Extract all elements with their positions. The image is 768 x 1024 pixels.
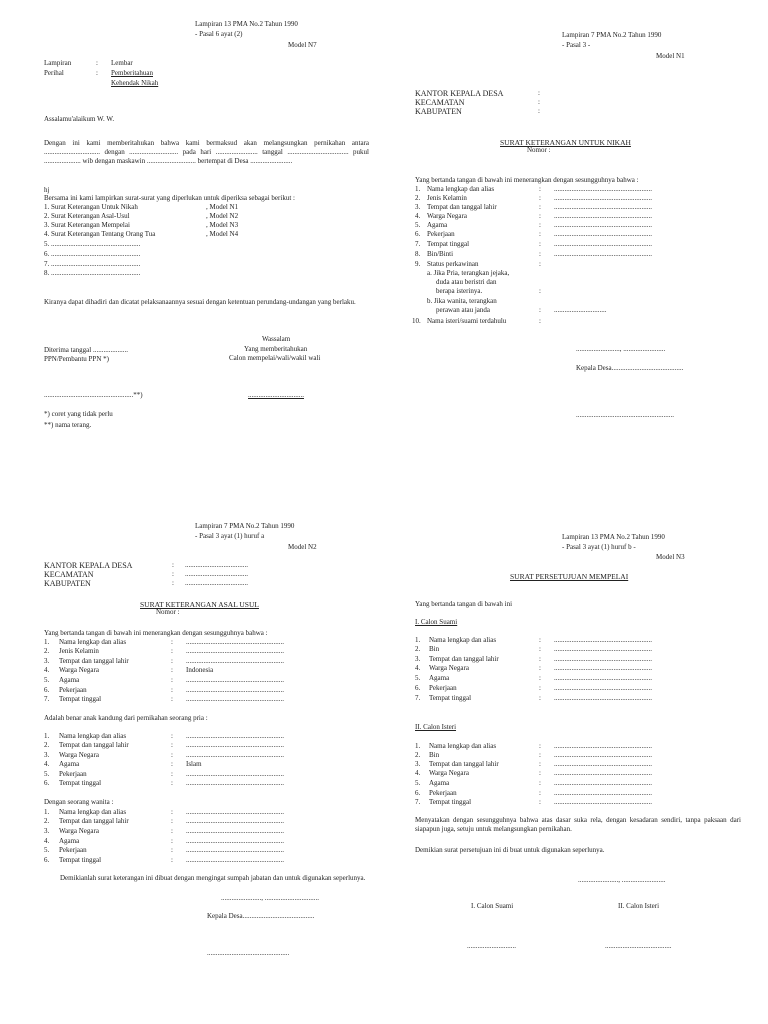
form-model-n2: [0, 512, 384, 1024]
field-value: Islam: [186, 760, 202, 768]
field-value: ........................................................: [186, 770, 284, 778]
item-model: , Model N1: [206, 203, 239, 211]
diterima-tanggal: Diterima tanggal ....................: [44, 346, 128, 354]
field-value: ........................................................: [554, 684, 652, 692]
field-value: ........................................................: [186, 817, 284, 825]
footnote-2: **) nama terang.: [44, 421, 92, 429]
yang-memberitahukan: Yang memberitahukan: [244, 345, 308, 353]
field-sep: :: [539, 789, 541, 797]
field-sep: :: [171, 638, 173, 646]
field-number: 4.: [44, 666, 50, 674]
status-b-value: ..............................: [554, 306, 607, 314]
signature-isteri-line: ......................................: [605, 942, 672, 950]
header-model: Model N1: [656, 52, 685, 60]
field-label: Tempat tinggal: [59, 779, 102, 787]
field-value: ........................................................: [554, 798, 652, 806]
item-label: 6. ...................................................: [44, 250, 141, 258]
closing: Demikian surat persetujuan ini di buat untuk digunakan seperlunya.: [415, 846, 605, 854]
kantor-desa: KANTOR KEPALA DESA: [415, 89, 504, 98]
field-value: ........................................................: [554, 655, 652, 663]
perihal-value-2: Kehendak Nikah: [111, 79, 159, 87]
kecamatan-value: ....................................: [185, 570, 248, 578]
ppn-label: PPN/Pembantu PPN *): [44, 355, 109, 363]
field-sep: :: [171, 647, 173, 655]
lampiran-sep: :: [96, 59, 98, 67]
field-number: 4.: [415, 769, 421, 777]
statement-paragraph: Menyatakan dengan sesungguhnya bahwa atas dasar suka rela, dengan kesadaran sendiri, tanpa paksaan dari siapapun juga, setuju untuk melangsungkan pernikahan.: [415, 816, 741, 833]
calon-suami-heading: I. Calon Suami: [415, 618, 458, 626]
kabupaten-sep: :: [172, 579, 174, 587]
field-sep: :: [171, 751, 173, 759]
field-sep: :: [539, 742, 541, 750]
field-sep: :: [539, 212, 541, 220]
field-number: 3.: [44, 751, 50, 759]
kantor-sep: :: [538, 89, 540, 97]
kabupaten-value: ....................................: [185, 579, 248, 587]
item-model: , Model N2: [206, 212, 239, 220]
wassalam: Wassalam: [262, 335, 291, 343]
field-label: Warga Negara: [59, 827, 99, 835]
field-number: 6.: [415, 684, 421, 692]
field-value: ........................................................: [554, 664, 652, 672]
doc-title: SURAT KETERANGAN UNTUK NIKAH: [500, 138, 631, 147]
calon-isteri-heading: II. Calon Isteri: [415, 723, 457, 731]
perihal-label: Perihal: [44, 69, 64, 77]
item-label: 3. Surat Keterangan Mempelai: [44, 221, 130, 229]
field-sep: :: [539, 636, 541, 644]
field-number: 6.: [44, 856, 50, 864]
kabupaten: KABUPATEN: [44, 579, 91, 588]
field-label: Warga Negara: [427, 212, 467, 220]
field-value: ........................................................: [554, 789, 652, 797]
calon-mempelai: Calon mempelai/wali/wakil wali: [229, 354, 321, 362]
field-sep: :: [539, 751, 541, 759]
field-value: ........................................................: [186, 647, 284, 655]
status-b-sep: :: [539, 306, 541, 314]
signature-suami-label: I. Calon Suami: [471, 902, 514, 910]
field-sep: :: [171, 770, 173, 778]
field-number: 6.: [415, 230, 421, 238]
field-value: ........................................................: [554, 769, 652, 777]
header-lampiran: Lampiran 13 PMA No.2 Tahun 1990: [195, 20, 298, 28]
field-number: 2.: [44, 817, 50, 825]
field-number: 1.: [415, 742, 421, 750]
status-a-1: a. Jika Pria, terangkan jejaka,: [427, 269, 510, 277]
header-lampiran: Lampiran 13 PMA No.2 Tahun 1990: [562, 533, 665, 541]
header-pasal: - Pasal 3 -: [562, 41, 591, 49]
field-label: Agama: [429, 779, 450, 787]
paragraph-2: Bersama ini kami lampirkan surat-surat yang diperlukan untuk diperiksa sebagai berikut :: [44, 194, 295, 202]
kecamatan-sep: :: [538, 98, 540, 106]
status-a-3: berapa isterinya.: [436, 287, 483, 295]
field-number: 7.: [415, 694, 421, 702]
field-label: Bin/Binti: [427, 250, 454, 258]
field-value: ........................................................: [186, 827, 284, 835]
field-sep: :: [539, 240, 541, 248]
field-sep: :: [171, 856, 173, 864]
status-a-2: duda atau beristri dan: [436, 278, 497, 286]
field-sep: :: [171, 741, 173, 749]
lampiran-value: Lembar: [111, 59, 133, 67]
field-number: 10.: [412, 317, 421, 325]
field-value: ........................................................: [186, 657, 284, 665]
field-label: Jenis Kelamin: [59, 647, 99, 655]
field-value: ........................................................: [186, 846, 284, 854]
field-number: 2.: [415, 751, 421, 759]
field-number: 1.: [44, 638, 50, 646]
field-label: Nama lengkap dan alias: [429, 636, 497, 644]
field-value: ........................................................: [554, 694, 652, 702]
intro: Yang bertanda tangan di bawah ini menerangkan dengan sesungguhnya bahwa :: [44, 629, 268, 637]
field-label: Tempat tinggal: [59, 695, 102, 703]
item-label: 4. Surat Keterangan Tentang Orang Tua: [44, 230, 156, 238]
field-label: Warga Negara: [429, 769, 469, 777]
field-value: ........................................................: [554, 194, 652, 202]
field-sep: :: [539, 769, 541, 777]
field-label: Agama: [59, 837, 80, 845]
kecamatan: KECAMATAN: [415, 98, 465, 107]
kantor-sep: :: [172, 561, 174, 569]
item-label: 1. Surat Keterangan Untuk Nikah: [44, 203, 138, 211]
field-sep: :: [539, 194, 541, 202]
field-value: ........................................................: [186, 856, 284, 864]
field-value: ........................................................: [554, 645, 652, 653]
field-label: Warga Negara: [59, 666, 99, 674]
header-pasal: - Pasal 3 ayat (1) huruf b -: [562, 543, 636, 551]
header-pasal: - Pasal 6 ayat (2): [195, 30, 243, 38]
signature-right: ................................: [248, 391, 304, 399]
field-label: Pekerjaan: [59, 846, 87, 854]
field-value: ........................................................: [554, 250, 652, 258]
field-number: 2.: [44, 741, 50, 749]
field-value: ........................................................: [186, 676, 284, 684]
signature-suami-line: ............................: [467, 942, 516, 950]
field-value: ........................................................: [554, 742, 652, 750]
field-sep: :: [539, 230, 541, 238]
field-sep: :: [171, 779, 173, 787]
item-label: 2. Surat Keterangan Asal-Usul: [44, 212, 130, 220]
field-value: ........................................................: [186, 695, 284, 703]
field-value: ........................................................: [554, 212, 652, 220]
perihal-sep: :: [96, 69, 98, 77]
field-label: Tempat dan tanggal lahir: [59, 657, 129, 665]
field-label: Pekerjaan: [59, 770, 87, 778]
field-sep: :: [171, 657, 173, 665]
kecamatan-sep: :: [172, 570, 174, 578]
form-model-n7: [0, 0, 384, 512]
header-model: Model N7: [288, 41, 317, 49]
closing-paragraph: Demikianlah surat keterangan ini dibuat dengan mengingat sumpah jabatan dan untuk digunakan seperlunya.: [60, 874, 366, 882]
kabupaten-sep: :: [538, 107, 540, 115]
field-number: 2.: [415, 645, 421, 653]
status-b-2: perawan atau janda: [436, 306, 491, 314]
field-number: 1.: [44, 808, 50, 816]
field-number: 3.: [44, 827, 50, 835]
field-label: Bin: [429, 645, 440, 653]
field-number: 4.: [44, 760, 50, 768]
kantor-value: ....................................: [185, 561, 248, 569]
field-value: ........................................................: [554, 221, 652, 229]
field-number: 4.: [415, 664, 421, 672]
date-line: ......................., .........................: [578, 876, 666, 884]
field-value: ........................................................: [554, 230, 652, 238]
field-label: Tempat tinggal: [429, 798, 472, 806]
field-number: 3.: [415, 203, 421, 211]
form-model-n3: [384, 512, 768, 1024]
field-sep: :: [171, 686, 173, 694]
field-label: Tempat dan tanggal lahir: [429, 760, 499, 768]
field-number: 4.: [415, 212, 421, 220]
kantor-desa: KANTOR KEPALA DESA: [44, 561, 133, 570]
item-label: 5. ...................................................: [44, 240, 141, 248]
field-value: ........................................................: [554, 760, 652, 768]
field-number: 6.: [44, 779, 50, 787]
field-label: Agama: [59, 760, 80, 768]
field-value: ........................................................: [186, 638, 284, 646]
doc-title: SURAT KETERANGAN ASAL USUL: [140, 600, 259, 609]
paragraph-1: Dengan ini kami memberitahukan bahwa kami bermaksud akan melangsungkan pernikahan antara ................................ dengan ............................ pada hari ........................ tanggal ................................... pukul ..................... wib dengan maskawin ............................ bertempat di Desa ........................: [44, 139, 369, 165]
field-value: ........................................................: [554, 779, 652, 787]
field-value: ........................................................: [554, 185, 652, 193]
field-label: Nama lengkap dan alias: [429, 742, 497, 750]
field-number: 5.: [415, 674, 421, 682]
field-number: 5.: [44, 770, 50, 778]
field-number: 6.: [44, 686, 50, 694]
field-label: Tempat dan tanggal lahir: [427, 203, 497, 211]
field-label: Agama: [429, 674, 450, 682]
field-sep: :: [171, 760, 173, 768]
field-value: ........................................................: [554, 674, 652, 682]
field-sep: :: [539, 645, 541, 653]
field-number: 7.: [415, 240, 421, 248]
field-sep: :: [171, 846, 173, 854]
field-label: Nama lengkap dan alias: [59, 808, 127, 816]
form-model-n1: [384, 0, 768, 512]
intro: Yang bertanda tangan di bawah ini menerangkan dengan sesungguhnya bahwa :: [415, 176, 639, 184]
field-number: 7.: [44, 695, 50, 703]
field-number: 4.: [44, 837, 50, 845]
field-sep: :: [539, 221, 541, 229]
field-sep: :: [171, 695, 173, 703]
kepala-desa: Kepala Desa.........................................: [207, 912, 315, 920]
field-label: Status perkawinan: [427, 260, 479, 268]
field-label: Agama: [427, 221, 448, 229]
field-value: Indonesia: [186, 666, 214, 674]
field-sep: :: [171, 817, 173, 825]
signature-line: ........................................................: [576, 411, 674, 419]
field-value: ........................................................: [554, 751, 652, 759]
field-sep: :: [539, 798, 541, 806]
field-number: 1.: [415, 636, 421, 644]
field-number: 2.: [415, 194, 421, 202]
kepala-desa: Kepala Desa.........................................: [576, 364, 684, 372]
signature-line: ...............................................: [207, 949, 290, 957]
field-value: ........................................................: [186, 686, 284, 694]
field-label: Pekerjaan: [429, 684, 457, 692]
field-number: 7.: [415, 798, 421, 806]
field-number: 3.: [415, 655, 421, 663]
field-number: 9.: [415, 260, 421, 268]
field-number: 5.: [44, 846, 50, 854]
kabupaten: KABUPATEN: [415, 107, 462, 116]
item-label: 7. ...................................................: [44, 260, 141, 268]
date-line: ......................., ...............................: [221, 894, 319, 902]
field-sep: :: [539, 760, 541, 768]
salam: Assalamu'alaikum W. W.: [44, 115, 115, 123]
field-label: Warga Negara: [429, 664, 469, 672]
paragraph-3: Kiranya dapat dihadiri dan dicatat pelaksanaannya sesuai dengan ketentuan perundang-undangan yang berlaku.: [44, 298, 356, 306]
field-sep: :: [539, 260, 541, 268]
intro-3: Dengan seorang wanita :: [44, 798, 114, 806]
intro: Yang bertanda tangan di bawah ini: [415, 600, 513, 608]
field-label: Jenis Kelamin: [427, 194, 467, 202]
field-value: ........................................................: [186, 741, 284, 749]
field-sep: :: [539, 185, 541, 193]
field-label: Tempat tinggal: [427, 240, 470, 248]
field-sep: :: [539, 694, 541, 702]
field-label: Warga Negara: [59, 751, 99, 759]
field-sep: :: [539, 655, 541, 663]
signature-left: ...................................................**): [44, 391, 143, 399]
field-sep: :: [171, 808, 173, 816]
field-sep: :: [171, 837, 173, 845]
field-label: Pekerjaan: [59, 686, 87, 694]
header-model: Model N3: [656, 553, 685, 561]
header-model: Model N2: [288, 543, 317, 551]
footnote-1: *) coret yang tidak perlu: [44, 410, 113, 418]
field-label: Nama lengkap dan alias: [59, 732, 127, 740]
field-label: Pekerjaan: [429, 789, 457, 797]
field-sep: :: [539, 674, 541, 682]
field-sep: :: [171, 732, 173, 740]
header-lampiran: Lampiran 7 PMA No.2 Tahun 1990: [562, 31, 662, 39]
field-value: ........................................................: [186, 751, 284, 759]
field-value: ........................................................: [554, 240, 652, 248]
status-b-1: b. Jika wanita, terangkan: [427, 297, 497, 305]
field-number: 1.: [415, 185, 421, 193]
item-model: , Model N4: [206, 230, 239, 238]
field-number: 1.: [44, 732, 50, 740]
field-value: ........................................................: [186, 732, 284, 740]
field-sep: :: [539, 779, 541, 787]
field-number: 3.: [415, 760, 421, 768]
field-sep: :: [539, 203, 541, 211]
field-sep: :: [171, 666, 173, 674]
intro-2: Adalah benar anak kandung dari pernikahan seorang pria :: [44, 714, 208, 722]
field-number: 5.: [415, 779, 421, 787]
kecamatan: KECAMATAN: [44, 570, 94, 579]
field-label: Tempat tinggal: [429, 694, 472, 702]
nomor: Nomor :: [156, 608, 180, 616]
field-value: ........................................................: [554, 203, 652, 211]
header-pasal: - Pasal 3 ayat (1) huruf a: [195, 532, 265, 540]
field-label: Nama lengkap dan alias: [427, 185, 495, 193]
field-sep: :: [539, 317, 541, 325]
status-a-sep: :: [539, 287, 541, 295]
header-lampiran: Lampiran 7 PMA No.2 Tahun 1990: [195, 522, 295, 530]
field-label: Nama lengkap dan alias: [59, 638, 127, 646]
field-sep: :: [539, 684, 541, 692]
field-label: Tempat tinggal: [59, 856, 102, 864]
date-line: ........................., ........................: [576, 345, 666, 353]
hj-text: hj: [44, 186, 50, 194]
field-value: ........................................................: [186, 779, 284, 787]
field-label: Agama: [59, 676, 80, 684]
item-model: , Model N3: [206, 221, 239, 229]
field-label: Tempat dan tanggal lahir: [59, 741, 129, 749]
field-sep: :: [171, 827, 173, 835]
field-sep: :: [539, 664, 541, 672]
field-number: 3.: [44, 657, 50, 665]
lampiran-label: Lampiran: [44, 59, 72, 67]
field-number: 5.: [415, 221, 421, 229]
field-value: ........................................................: [186, 837, 284, 845]
field-number: 2.: [44, 647, 50, 655]
item-label: 8. ...................................................: [44, 269, 141, 277]
field-label: Tempat dan tanggal lahir: [429, 655, 499, 663]
nomor: Nomor :: [527, 146, 551, 154]
field-value: ........................................................: [186, 808, 284, 816]
field-number: 6.: [415, 789, 421, 797]
field-label: Pekerjaan: [427, 230, 455, 238]
doc-title: SURAT PERSETUJUAN MEMPELAI: [510, 572, 629, 581]
field-sep: :: [539, 250, 541, 258]
field-number: 5.: [44, 676, 50, 684]
field-number: 8.: [415, 250, 421, 258]
perihal-value-1: Pemberitahuan: [111, 69, 153, 77]
field-sep: :: [171, 676, 173, 684]
field-label: Tempat dan tanggal lahir: [59, 817, 129, 825]
signature-isteri-label: II. Calon Isteri: [618, 902, 660, 910]
field-value: ........................................................: [554, 636, 652, 644]
field-label: Nama isteri/suami terdahulu: [427, 317, 507, 325]
field-label: Bin: [429, 751, 440, 759]
